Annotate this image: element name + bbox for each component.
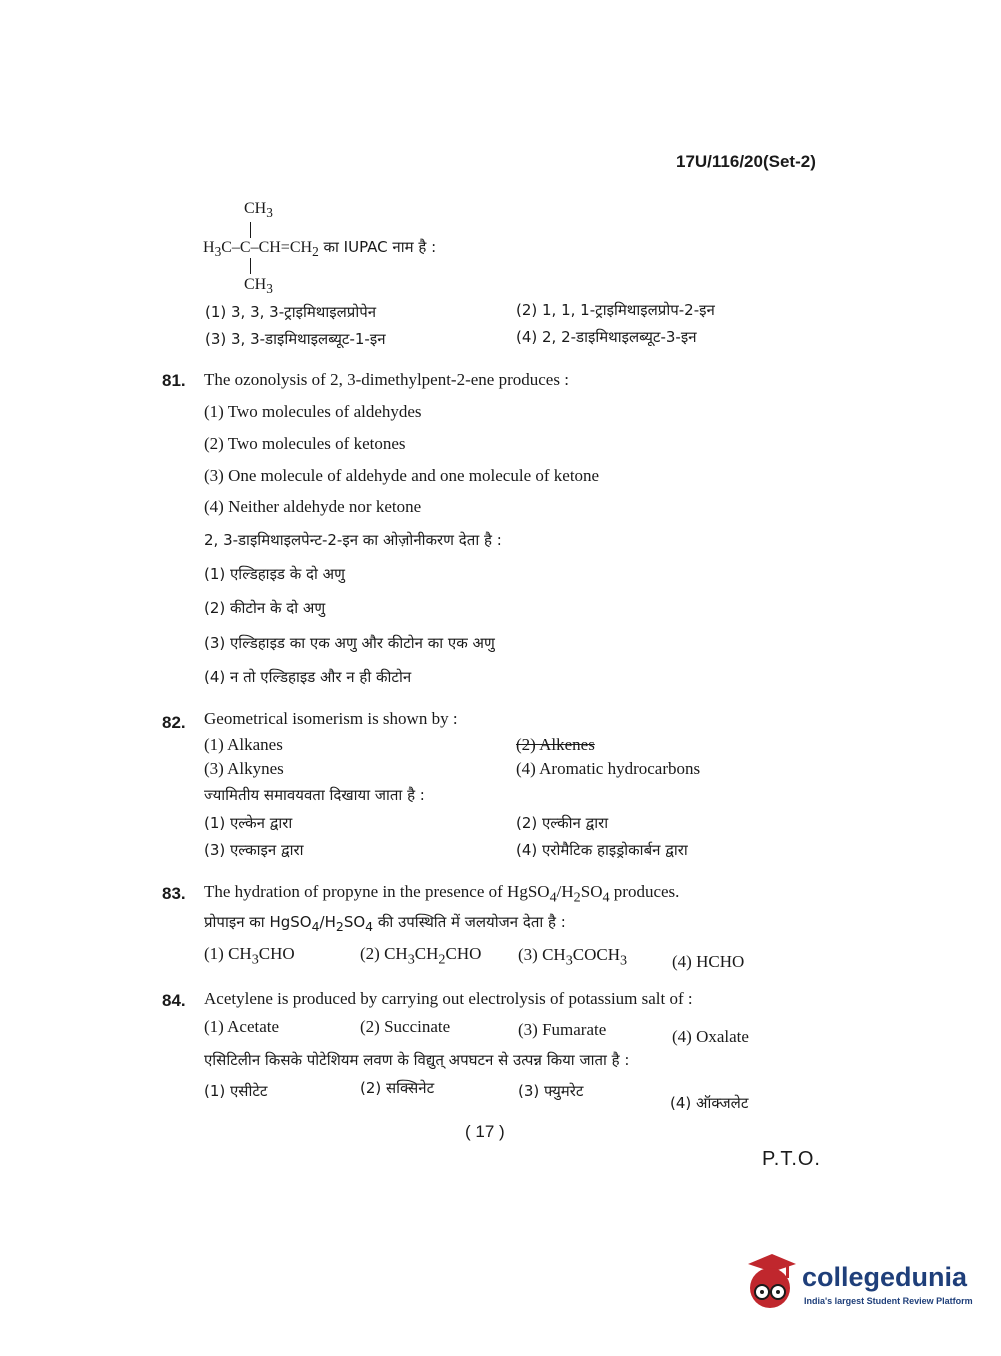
pto-label: P.T.O. bbox=[762, 1148, 821, 1170]
q81-option-1-en[interactable]: (1) Two molecules of aldehydes bbox=[204, 402, 422, 421]
q81-option-4-en[interactable]: (4) Neither aldehyde nor ketone bbox=[204, 497, 422, 516]
q81-question-en: The ozonolysis of 2, 3-dimethylpent-2-ene produces : bbox=[204, 370, 569, 389]
q80-option-2[interactable]: (2) 1, 1, 1-ट्राइमिथाइलप्रोप-2-इन bbox=[516, 301, 715, 319]
q81-number: 81. bbox=[162, 371, 186, 390]
q84-option-4-hi[interactable]: (4) ऑक्जलेट bbox=[670, 1094, 749, 1112]
structure-bond-down bbox=[250, 258, 251, 274]
paper-code: 17U/116/20(Set-2) bbox=[676, 152, 816, 171]
q83-option-1[interactable]: (1) $CH_3CHO$ bbox=[204, 944, 295, 968]
q81-question-hi: 2, 3-डाइमिथाइलपेन्ट-2-इन का ओज़ोनीकरण देता है : bbox=[204, 531, 502, 549]
q84-option-1-en[interactable]: (1) Acetate bbox=[204, 1017, 280, 1036]
q82-option-2-en[interactable]: (2) Alkenes bbox=[516, 735, 595, 754]
q82-question-hi: ज्यामितीय समावयवता दिखाया जाता है : bbox=[204, 786, 425, 804]
q84-option-2-en[interactable]: (2) Succinate bbox=[360, 1017, 451, 1036]
q81-option-4-hi[interactable]: (4) न तो एल्डिहाइड और न ही कीटोन bbox=[204, 668, 412, 686]
brand-tagline: India's largest Student Review Platform bbox=[804, 1296, 973, 1306]
page-number: ( 17 ) bbox=[465, 1122, 505, 1141]
q84-option-2-hi[interactable]: (2) सक्सिनेट bbox=[360, 1079, 435, 1097]
structure-bottom-group: $CH_3$ bbox=[244, 276, 273, 297]
q83-number: 83. bbox=[162, 884, 186, 903]
q82-question-en: Geometrical isomerism is shown by : bbox=[204, 709, 458, 728]
q84-question-en: Acetylene is produced by carrying out electrolysis of potassium salt of : bbox=[204, 989, 693, 1008]
q82-option-4-hi[interactable]: (4) एरोमैटिक हाइड्रोकार्बन द्वारा bbox=[516, 841, 688, 859]
structure-top-group: $CH_3$ bbox=[244, 200, 273, 221]
q81-option-1-hi[interactable]: (1) एल्डिहाइड के दो अणु bbox=[204, 565, 345, 583]
q81-option-3-hi[interactable]: (3) एल्डिहाइड का एक अणु और कीटोन का एक अणु bbox=[204, 634, 495, 652]
q80-option-3[interactable]: (3) 3, 3-डाइमिथाइलब्यूट-1-इन bbox=[205, 330, 386, 348]
q84-option-1-hi[interactable]: (1) एसीटेट bbox=[204, 1082, 268, 1100]
q82-option-2-hi[interactable]: (2) एल्कीन द्वारा bbox=[516, 814, 609, 832]
structure-main-chain: $H_3C-C-CH=CH_2$ का IUPAC नाम है : bbox=[203, 238, 437, 260]
q81-option-2-en[interactable]: (2) Two molecules of ketones bbox=[204, 434, 406, 453]
q84-number: 84. bbox=[162, 991, 186, 1010]
q82-option-3-en[interactable]: (3) Alkynes bbox=[204, 759, 284, 778]
q82-number: 82. bbox=[162, 713, 186, 732]
structure-bond-up bbox=[250, 222, 251, 238]
q83-question-en: The hydration of propyne in the presence of $HgSO_4/H_2SO_4$ produces. bbox=[204, 882, 680, 906]
q80-option-1[interactable]: (1) 3, 3, 3-ट्राइमिथाइलप्रोपेन bbox=[205, 303, 377, 321]
q83-question-hi: प्रोपाइन का $HgSO_4/H_2SO_4$ की उपस्थिति में जलयोजन देता है : bbox=[204, 913, 566, 934]
q83-option-4[interactable]: (4) HCHO bbox=[672, 952, 745, 971]
q83-option-2[interactable]: (2) $CH_3CH_2CHO$ bbox=[360, 944, 482, 968]
q84-question-hi: एसिटिलीन किसके पोटेशियम लवण के विद्युत् अपघटन से उत्पन्न किया जाता है : bbox=[204, 1051, 630, 1069]
brand-name: collegedunia bbox=[802, 1262, 968, 1292]
q82-option-3-hi[interactable]: (3) एल्काइन द्वारा bbox=[204, 841, 304, 859]
q83-option-3[interactable]: (3) $CH_3COCH_3$ bbox=[518, 945, 628, 969]
q84-option-3-en[interactable]: (3) Fumarate bbox=[518, 1020, 607, 1039]
q81-option-3-en[interactable]: (3) One molecule of aldehyde and one molecule of ketone bbox=[204, 466, 600, 485]
q82-option-4-en[interactable]: (4) Aromatic hydrocarbons bbox=[516, 759, 701, 778]
q84-option-3-hi[interactable]: (3) फ्युमरेट bbox=[518, 1082, 584, 1100]
q82-option-1-en[interactable]: (1) Alkanes bbox=[204, 735, 283, 754]
q84-option-4-en[interactable]: (4) Oxalate bbox=[672, 1027, 749, 1046]
q80-option-4[interactable]: (4) 2, 2-डाइमिथाइलब्यूट-3-इन bbox=[516, 328, 697, 346]
collegedunia-mascot-icon bbox=[742, 1250, 802, 1312]
q81-option-2-hi[interactable]: (2) कीटोन के दो अणु bbox=[204, 599, 326, 617]
q82-option-1-hi[interactable]: (1) एल्केन द्वारा bbox=[204, 814, 293, 832]
